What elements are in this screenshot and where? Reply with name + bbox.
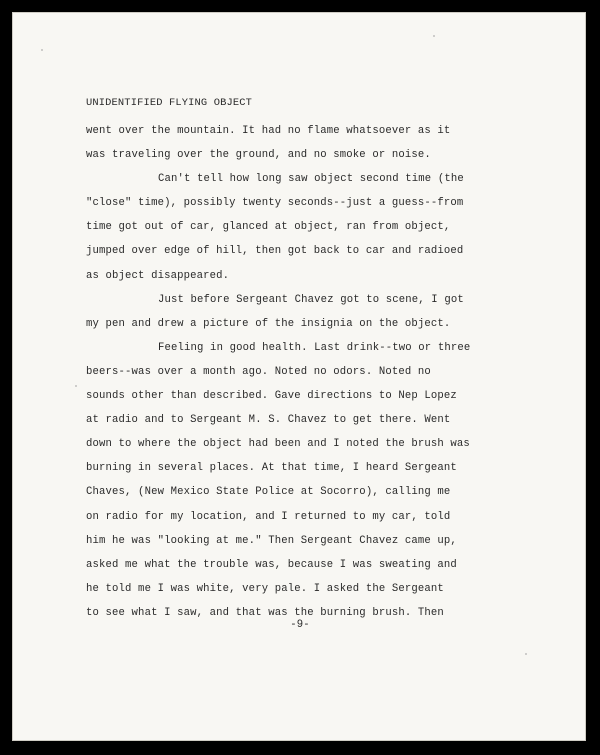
text-line: him he was "looking at me." Then Sergeant Chavez came up, <box>86 534 457 547</box>
text-line: to see what I saw, and that was the burning brush. Then <box>86 606 444 619</box>
text-line: at radio and to Sergeant M. S. Chavez to get there. Went <box>86 414 451 427</box>
text-line: down to where the object had been and I noted the brush was <box>86 438 470 451</box>
text-line: asked me what the trouble was, because I was sweating and <box>86 558 457 571</box>
page-number: -9- <box>290 619 310 631</box>
text-line: "close" time), possibly twenty seconds--just a guess--from <box>86 197 464 210</box>
text-line: my pen and drew a picture of the insignia on the object. <box>86 317 451 330</box>
text-line: Feeling in good health. Last drink--two or three <box>158 341 471 354</box>
text-line: he told me I was white, very pale. I asked the Sergeant <box>86 582 444 595</box>
paper-speck <box>433 35 435 37</box>
text-line: went over the mountain. It had no flame whatsoever as it <box>86 125 451 137</box>
document-heading: UNIDENTIFIED FLYING OBJECT <box>86 97 253 109</box>
text-line: on radio for my location, and I returned to my car, told <box>86 510 451 523</box>
paper-speck <box>75 385 77 387</box>
document-body <box>86 119 556 625</box>
paper-speck <box>41 49 43 51</box>
text-line: time got out of car, glanced at object, ran from object, <box>86 221 451 234</box>
text-line: Just before Sergeant Chavez got to scene, I got <box>158 293 464 306</box>
text-line: beers--was over a month ago. Noted no odors. Noted no <box>86 365 431 378</box>
paper-speck <box>525 653 527 655</box>
text-line: jumped over edge of hill, then got back to car and radioed <box>86 245 464 258</box>
text-line: Chaves, (New Mexico State Police at Socorro), calling me <box>86 486 451 499</box>
document-page <box>12 12 586 741</box>
text-line: was traveling over the ground, and no smoke or noise. <box>86 149 431 162</box>
text-line: sounds other than described. Gave directions to Nep Lopez <box>86 390 457 403</box>
text-line: Can't tell how long saw object second time (the <box>158 173 464 186</box>
text-line: as object disappeared. <box>86 269 230 282</box>
text-line: burning in several places. At that time, I heard Sergeant <box>86 462 457 475</box>
